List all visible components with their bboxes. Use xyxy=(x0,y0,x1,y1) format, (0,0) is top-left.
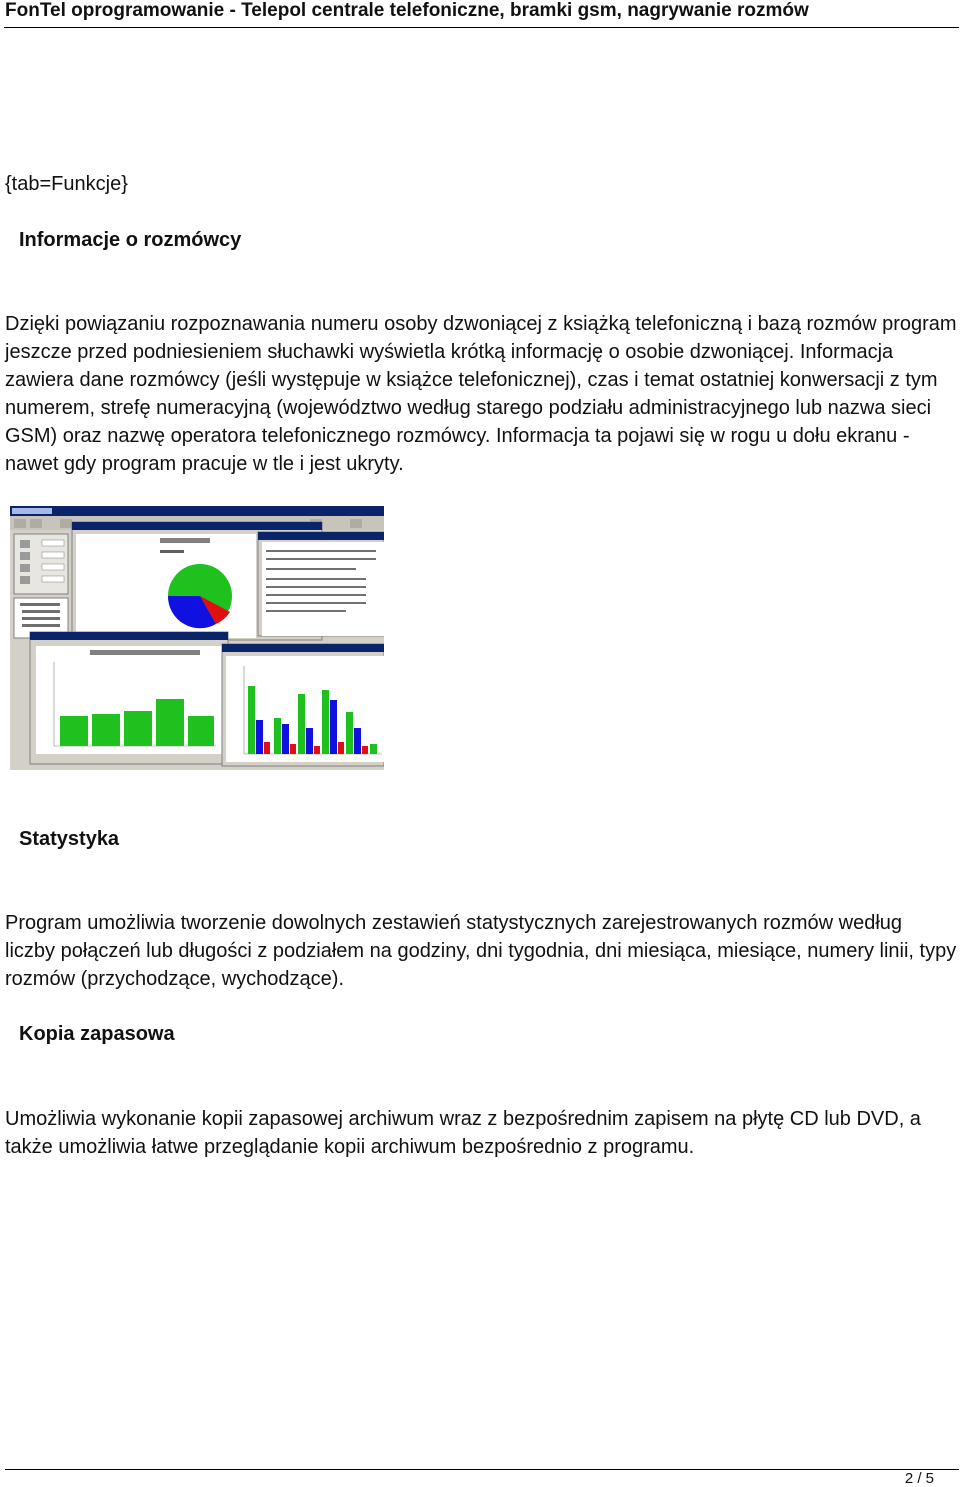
page-header-title: FonTel oprogramowanie - Telepol centrale telefoniczne, bramki gsm, nagrywanie rozmów xyxy=(5,0,809,21)
app-screenshot xyxy=(10,506,384,770)
section-heading-caller-info: Informacje o rozmówcy xyxy=(19,229,242,251)
section-heading-statistics: Statystyka xyxy=(19,828,120,850)
app-screenshot-graphic xyxy=(10,506,384,770)
page-number: 2 / 5 xyxy=(904,1470,934,1487)
section-paragraph-backup: Umożliwia wykonanie kopii zapasowej archiwum wraz z bezpośrednim zapisem na płytę CD lub DVD, a także umożliwia łatwe przeglądanie kopii archiwum bezpośrednio z programu. xyxy=(5,1108,921,1158)
section-paragraph-caller-info: Dzięki powiązaniu rozpoznawania numeru osoby dzwoniącej z książką telefoniczną i bazą rozmów program jeszcze przed podniesieniem słuchawki wyświetla krótką informację o osobie dzwoniącej. Informacja zawiera dane rozmówcy (jeśli występuje w książce telefonicznej), czas i temat ostatniej konwersacji z tym numerem, strefę numeracyjną (województwo według starego podziału administracyjnego lub nazwa sieci GSM) oraz nazwę operatora telefonicznego rozmówcy. Informacja ta pojawi się w rogu u dołu ekranu - nawet gdy program pracuje w tle i jest ukryty. xyxy=(5,313,957,475)
tab-marker: {tab=Funkcje} xyxy=(5,173,128,195)
footer-divider xyxy=(5,1469,959,1470)
section-paragraph-statistics: Program umożliwia tworzenie dowolnych zestawień statystycznych zarejestrowanych rozmów według liczby połączeń lub długości z podziałem na godziny, dni tygodnia, dni miesiąca, miesiące, numery linii, typy rozmów (przychodzące, wychodzące). xyxy=(5,912,957,990)
header-divider xyxy=(4,27,959,28)
section-heading-backup: Kopia zapasowa xyxy=(19,1023,175,1045)
